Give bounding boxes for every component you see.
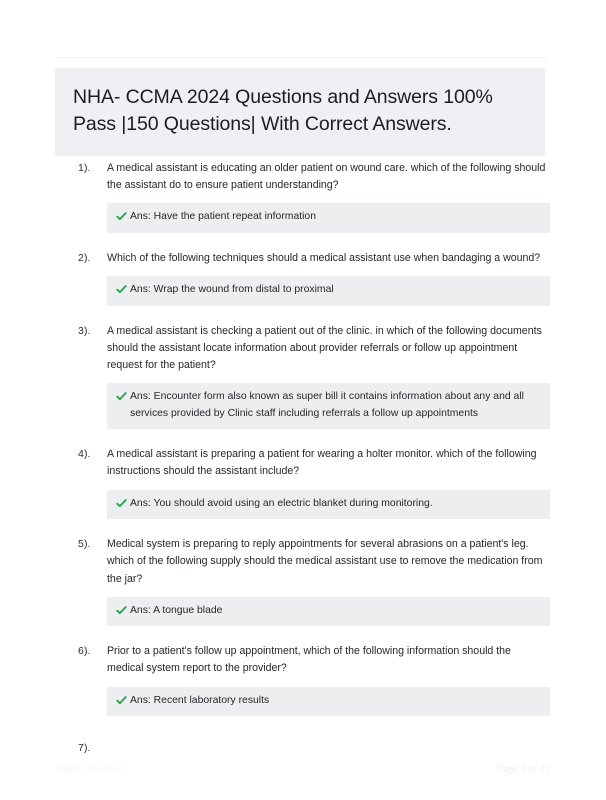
answer-text: Ans: Wrap the wound from distal to proximal: [130, 284, 334, 296]
green-check-icon: [116, 210, 127, 223]
question-item: [0, 446, 606, 519]
site-watermark: PaperStific.com: [56, 764, 123, 774]
question-item: [0, 536, 606, 626]
page-number-label: Page 1 of 21: [496, 764, 550, 774]
answer-box: [107, 597, 550, 627]
question-text: A medical assistant is preparing a patient for wearing a holter monitor. which of the following instructions should the assistant include?: [107, 448, 537, 478]
answer-line: [116, 693, 541, 710]
answer-text: Ans: A tongue blade: [130, 604, 223, 616]
answer-text: Ans: Encounter form also known as super bill it contains information about any and all services provided by Clinic staff including referrals a follow up appointments: [130, 391, 524, 419]
question-number: 7).: [78, 742, 91, 755]
question-text: Medical system is preparing to reply appointments for several abrasions on a patient's leg. which of the following supply should the medical assistant use to remove the medication from the jar?: [107, 538, 543, 585]
green-check-icon: [116, 283, 127, 296]
answer-line: [116, 209, 541, 226]
question-text: Prior to a patient's follow up appointment, which of the following information should the medical system report to the provider?: [107, 645, 511, 675]
question-text: A medical assistant is checking a patient out of the clinic. in which of the following documents should the assistant locate information about provider referrals or follow up appointment request for the patient?: [107, 324, 542, 372]
question-text: Which of the following techniques should a medical assistant use when bandaging a wound?: [107, 251, 541, 264]
answer-line: [116, 496, 541, 513]
question-text: A medical assistant is educating an older patient on wound care. which of the following should the assistant do to ensure patient understanding?: [107, 162, 546, 192]
answer-line: [116, 389, 541, 422]
question-item: [0, 250, 606, 306]
question-number: 6).: [78, 645, 91, 658]
question-item: [0, 160, 606, 233]
answer-box: [107, 276, 550, 306]
questions-list: [0, 160, 606, 757]
green-check-icon: [116, 497, 127, 510]
green-check-icon: [116, 390, 127, 403]
page-title: NHA- CCMA 2024 Questions and Answers 100% Pass |150 Questions| With Correct Answers.: [73, 86, 493, 135]
green-check-icon: [116, 694, 127, 707]
green-check-icon: [116, 604, 127, 617]
question-number: 4).: [78, 448, 91, 461]
answer-line: [116, 282, 541, 299]
question-item: [0, 323, 606, 430]
answer-box: [107, 383, 550, 429]
question-number: 5).: [78, 538, 91, 551]
question-item: [0, 643, 606, 716]
answer-box: [107, 687, 550, 717]
answer-text: Ans: You should avoid using an electric blanket during monitoring.: [130, 497, 433, 509]
document-title-banner: [55, 68, 545, 156]
question-number: 2).: [78, 251, 91, 264]
answer-line: [116, 603, 541, 620]
header-divider: [56, 57, 546, 58]
question-number: 1).: [78, 162, 91, 174]
answer-box: [107, 203, 550, 233]
answer-text: Ans: Have the patient repeat information: [130, 211, 316, 223]
answer-box: [107, 490, 550, 520]
answer-text: Ans: Recent laboratory results: [130, 694, 270, 706]
page-footer: [0, 752, 606, 800]
question-number: 3).: [78, 324, 91, 337]
